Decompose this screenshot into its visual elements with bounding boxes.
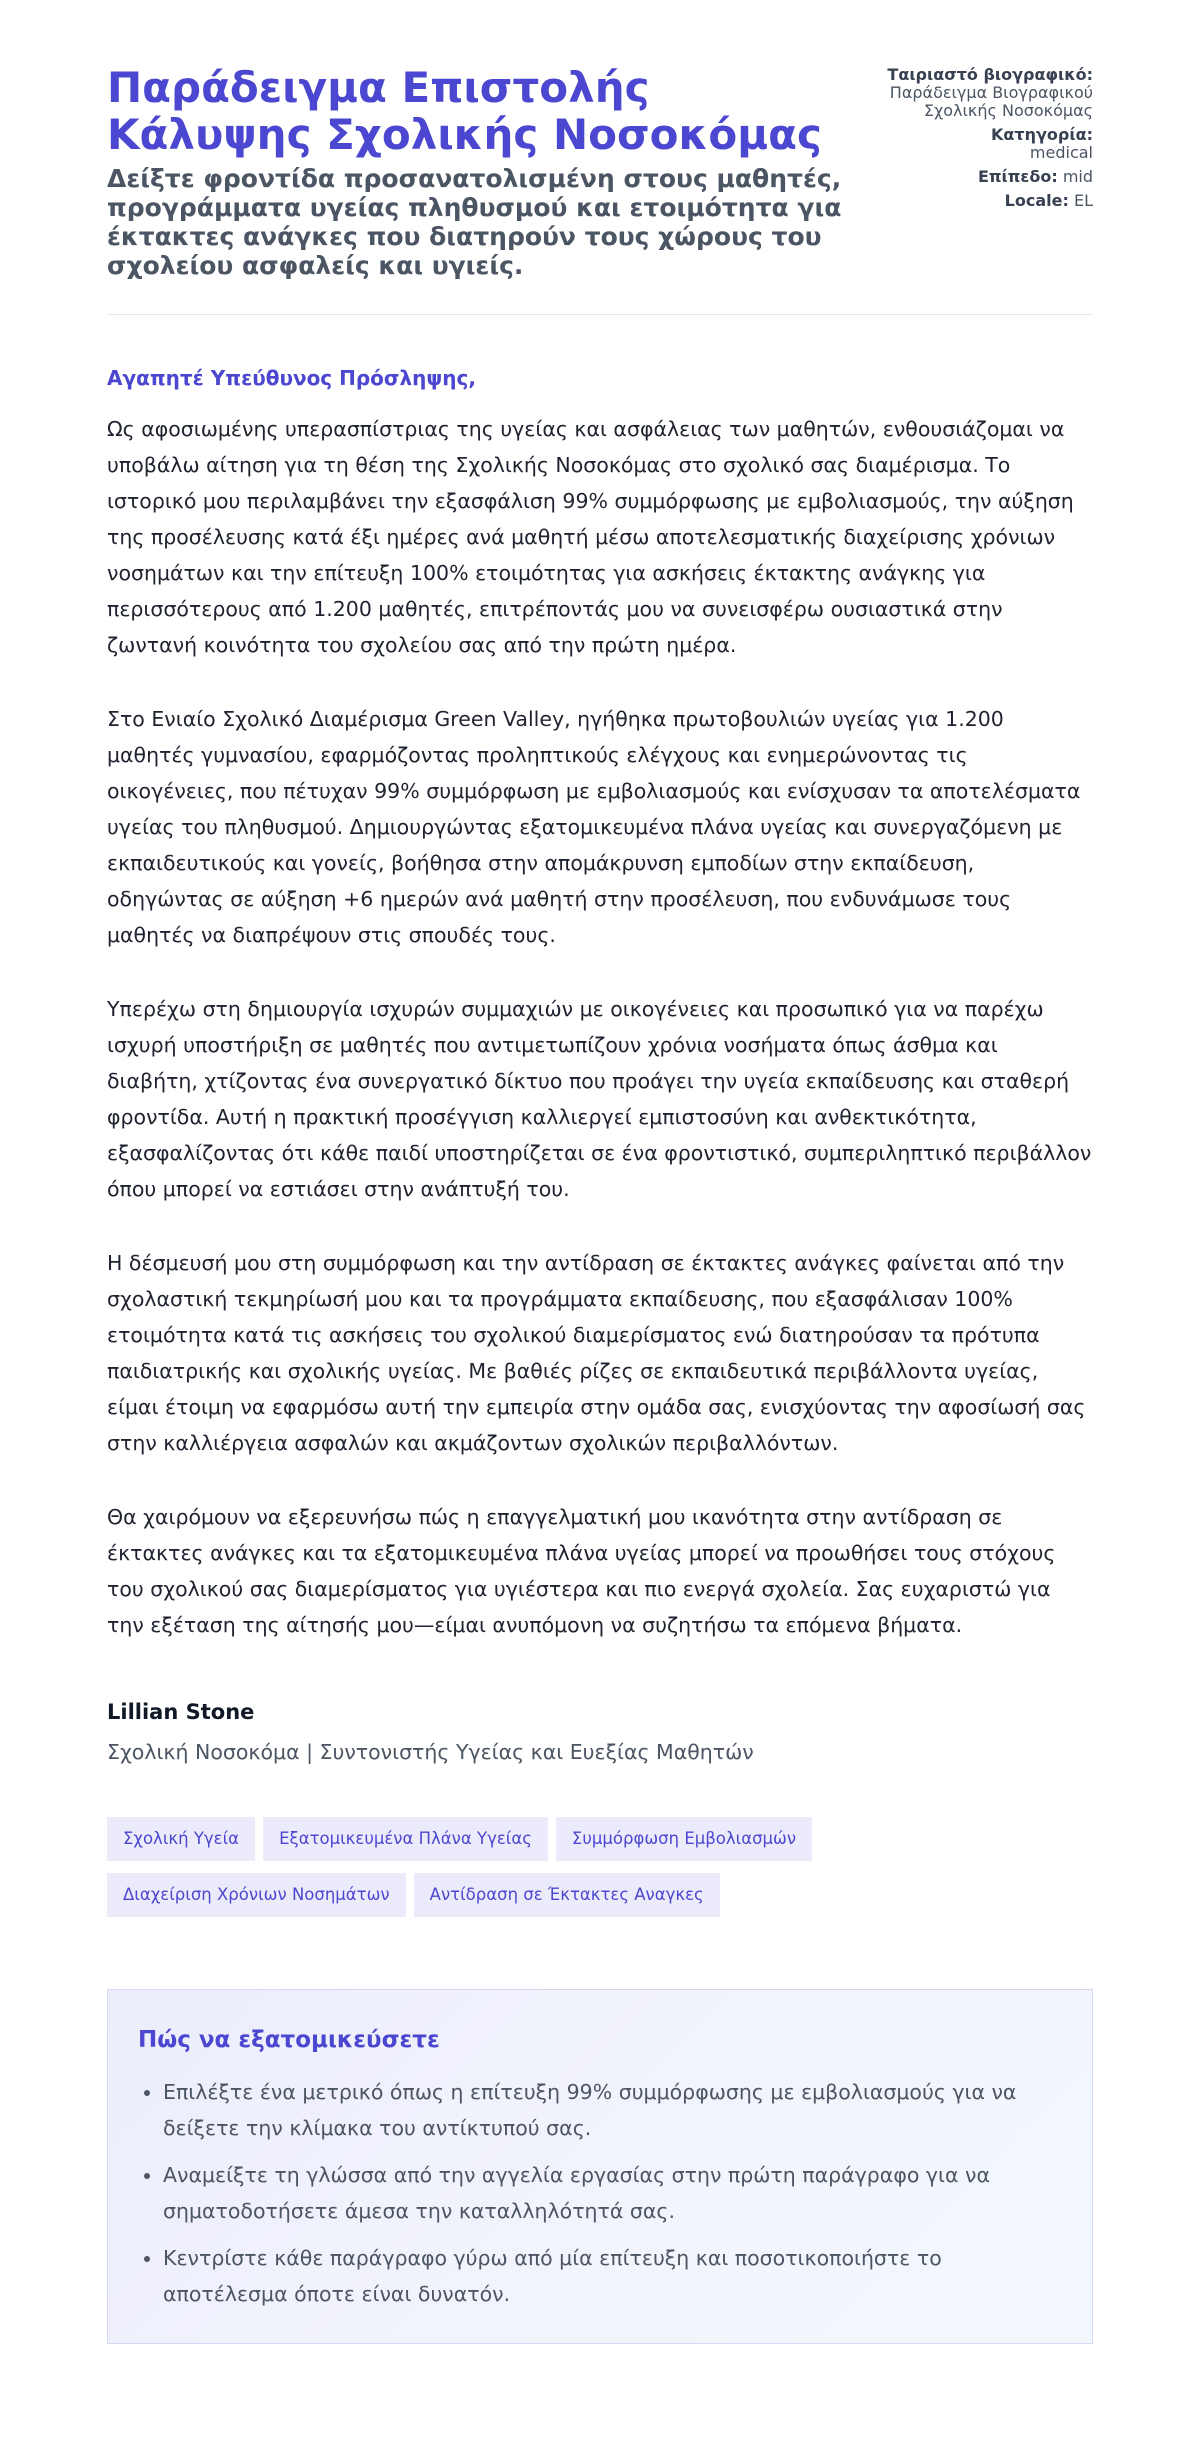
- signature-name: Lillian Stone: [107, 1700, 255, 1724]
- letter-body: [107, 365, 1093, 1765]
- meta-level-value: mid: [1062, 167, 1093, 186]
- meta-locale-value: EL: [1073, 191, 1093, 210]
- page-header: [107, 0, 1093, 315]
- skill-tag[interactable]: Συμμόρφωση Εμβολιασμών: [556, 1817, 812, 1861]
- tip-item: • Αναμείξτε τη γλώσσα από την αγγελία εργασίας στην πρώτη παράγραφο για να σηματοδοτήσετε άμεσα την καταλληλότητά σας.: [163, 2157, 1062, 2229]
- tips-title: Πώς να εξατομικεύσετε: [138, 2027, 440, 2053]
- skill-tags: [107, 1817, 1093, 1929]
- tip-item: • Κεντρίστε κάθε παράγραφο γύρω από μία επίτευξη και ποσοτικοποιήστε το αποτέλεσμα όποτε είναι δυνατόν.: [163, 2240, 1062, 2312]
- skill-tag[interactable]: Διαχείριση Χρόνιων Νοσημάτων: [107, 1873, 406, 1917]
- customize-tips-box: [107, 1989, 1093, 2344]
- signature-role: Σχολική Νοσοκόμα | Συντονιστής Υγείας και Ευεξίας Μαθητών: [107, 1740, 754, 1764]
- meta-locale: [853, 192, 1093, 210]
- letter-paragraph: Η δέσμευσή μου στη συμμόρφωση και την αντίδραση σε έκτακτες ανάγκες φαίνεται από την σχολαστική τεκμηρίωσή μου και τα προγράμματα εκπαίδευσης, που εξασφάλισαν 100% ετοιμότητα κατά τις ασκήσεις του σχολικού διαμερίσματος ενώ διατηρούσαν τα πρότυπα παιδιατρικής και σχολικής υγείας. Με βαθιές ρίζες σε εκπαιδευτικά περιβάλλοντα υγείας, είμαι έτοιμη να εφαρμόσω αυτή την εμπειρία στην ομάδα σας, ενισχύοντας την αφοσίωσή σας στην καλλιέργεια ασφαλών και ακμάζοντων σχολικών περιβαλλόντων.: [107, 1251, 1086, 1455]
- meta-category-label: Κατηγορία:: [991, 125, 1093, 144]
- letter-paragraph: Υπερέχω στη δημιουργία ισχυρών συμμαχιών με οικογένειες και προσωπικό για να παρέχω ισχυρή υποστήριξη σε μαθητές που αντιμετωπίζουν χρόνια νοσήματα όπως άσθμα και διαβήτη, χτίζοντας ένα συνεργατικό δίκτυο που προάγει την υγεία εκπαίδευσης και σταθερή φροντίδα. Αυτή η πρακτική προσέγγιση καλλιεργεί εμπιστοσύνη και ανθεκτικότητα, εξασφαλίζοντας ότι κάθε παιδί υποστηρίζεται σε ένα φροντιστικό, συμπεριληπτικό περιβάλλον όπου μπορεί να εστιάσει στην ανάπτυξή του.: [107, 997, 1092, 1201]
- meta-resume: [853, 66, 1093, 120]
- meta-level-label: Επίπεδο:: [977, 167, 1058, 186]
- tips-list: [138, 2074, 1062, 2312]
- page-subtitle: Δείξτε φροντίδα προσανατολισμένη στους μαθητές, προγράμματα υγείας πληθυσμού και ετοιμότητα για έκτακτες ανάγκες που διατηρούν τους χώρους του σχολείου ασφαλείς και υγιείς.: [107, 164, 842, 280]
- meta-panel: [853, 66, 1093, 216]
- skill-tag[interactable]: Εξατομικευμένα Πλάνα Υγείας: [263, 1817, 548, 1861]
- meta-category: [853, 126, 1093, 162]
- letter-paragraph: Ως αφοσιωμένης υπερασπίστριας της υγείας και ασφάλειας των μαθητών, ενθουσιάζομαι να υποβάλω αίτηση για τη θέση της Σχολικής Νοσοκόμας στο σχολικό σας διαμέρισμα. Το ιστορικό μου περιλαμβάνει την εξασφάλιση 99% συμμόρφωσης με εμβολιασμούς, την αύξηση της προσέλευσης κατά έξι ημέρες ανά μαθητή μέσω αποτελεσματικής διαχείρισης χρόνιων νοσημάτων και την επίτευξη 100% ετοιμότητας για ασκήσεις έκτακτης ανάγκης για περισσότερους από 1.200 μαθητές, επιτρέποντάς μου να συνεισφέρω ουσιαστικά στην ζωντανή κοινότητα του σχολείου σας από την πρώτη ημέρα.: [107, 417, 1074, 657]
- meta-resume-value[interactable]: Παράδειγμα Βιογραφικού Σχολικής Νοσοκόμας: [889, 83, 1093, 120]
- meta-category-value: medical: [1029, 143, 1093, 162]
- page-title: Παράδειγμα Επιστολής Κάλυψης Σχολικής Νοσοκόμας: [107, 63, 822, 159]
- letter-paragraph: Θα χαιρόμουν να εξερευνήσω πώς η επαγγελματική μου ικανότητα στην αντίδραση σε έκτακτες ανάγκες και τα εξατομικευμένα πλάνα υγείας μπορεί να προωθήσει τους στόχους του σχολικού σας διαμερίσματος για υγιέστερα και πιο ενεργά σχολεία. Σας ευχαριστώ για την εξέταση της αίτησής μου—είμαι ανυπόμονη να συζητήσω τα επόμενα βήματα.: [107, 1505, 1056, 1637]
- letter-paragraph: Στο Ενιαίο Σχολικό Διαμέρισμα Green Valley, ηγήθηκα πρωτοβουλιών υγείας για 1.200 μαθητές γυμνασίου, εφαρμόζοντας προληπτικούς ελέγχους και ενημερώνοντας τις οικογένειες, που πέτυχαν 99% συμμόρφωση με εμβολιασμούς και ενίσχυσαν τα αποτελέσματα υγείας του πληθυσμού. Δημιουργώντας εξατομικευμένα πλάνα υγείας και συνεργαζόμενη με εκπαιδευτικούς και γονείς, βοήθησα στην απομάκρυνση εμποδίων στην εκπαίδευση, οδηγώντας σε αύξηση +6 ημερών ανά μαθητή στην προσέλευση, που ενδυνάμωσε τους μαθητές να διαπρέψουν στις σπουδές τους.: [107, 707, 1081, 947]
- meta-level: [853, 168, 1093, 186]
- content-container: [107, 0, 1093, 2344]
- meta-locale-label: Locale:: [1004, 191, 1069, 210]
- salutation: Αγαπητέ Υπεύθυνος Πρόσληψης,: [107, 366, 476, 390]
- skill-tag[interactable]: Αντίδραση σε Έκτακτες Αναγκες: [414, 1873, 720, 1917]
- skill-tag[interactable]: Σχολική Υγεία: [107, 1817, 255, 1861]
- tip-item: • Επιλέξτε ένα μετρικό όπως η επίτευξη 99% συμμόρφωσης με εμβολιασμούς για να δείξετε την κλίμακα του αντίκτυπού σας.: [163, 2074, 1062, 2146]
- meta-resume-label: Ταιριαστό βιογραφικό:: [887, 65, 1093, 84]
